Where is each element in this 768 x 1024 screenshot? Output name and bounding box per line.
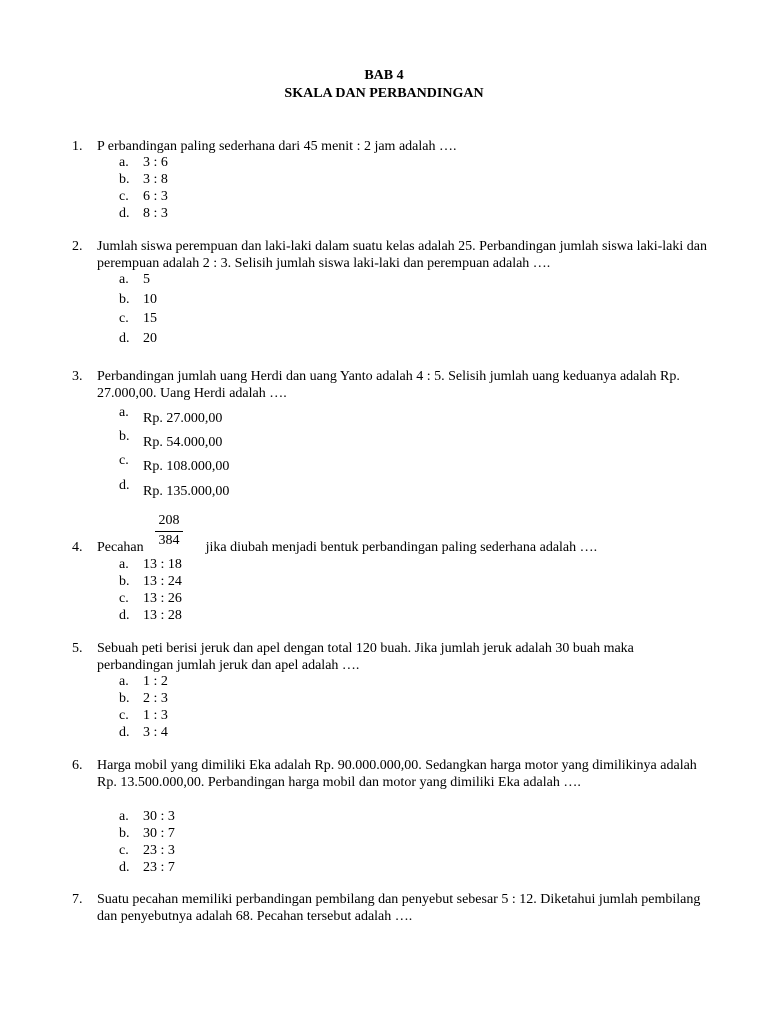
fraction-numerator: 208: [155, 513, 183, 532]
option-6c: c. 23 : 3: [119, 843, 175, 858]
option-6b: b. 30 : 7: [119, 826, 175, 841]
question-text-before: Pecahan: [97, 540, 144, 555]
option-1c: c. 6 : 3: [119, 189, 168, 204]
option-4b: b. 13 : 24: [119, 574, 182, 589]
option-5a: a. 1 : 2: [119, 674, 168, 689]
question-number: 2.: [72, 239, 83, 254]
question-5: [72, 640, 712, 674]
option-4c: c. 13 : 26: [119, 591, 182, 606]
option-2c: c. 15: [119, 311, 157, 326]
question-1: [72, 138, 712, 155]
question-number: 5.: [72, 641, 83, 656]
option-4a: a. 13 : 18: [119, 557, 182, 572]
chapter-heading: BAB 4: [364, 68, 404, 83]
question-2: [72, 238, 712, 272]
question-number: 4.: [72, 540, 83, 555]
question-text: Harga mobil yang dimiliki Eka adalah Rp. 90.000.000,00. Sedangkan harga motor yang dimilikinya adalah Rp. 13.500.000,00. Perbandingan harga mobil dan motor yang dimiliki Eka adalah ….: [97, 758, 697, 790]
option-4d: d. 13 : 28: [119, 608, 182, 623]
option-6a: a. 30 : 3: [119, 809, 175, 824]
option-5c: c. 1 : 3: [119, 708, 168, 723]
option-3b: b. Rp. 54.000,00: [119, 429, 223, 450]
page-title: SKALA DAN PERBANDINGAN: [284, 86, 484, 101]
option-2a: a. 5: [119, 272, 150, 287]
question-3: [72, 368, 712, 402]
option-3c: c. Rp. 108.000,00: [119, 453, 230, 474]
question-7: [72, 891, 712, 925]
question-4: [72, 539, 712, 556]
question-text: Perbandingan jumlah uang Herdi dan uang Yanto adalah 4 : 5. Selisih jumlah uang keduanya adalah Rp. 27.000,00. Uang Herdi adalah ….: [97, 369, 680, 401]
question-text: Sebuah peti berisi jeruk dan apel dengan total 120 buah. Jika jumlah jeruk adalah 30 buah maka perbandingan jumlah jeruk dan apel adalah ….: [97, 641, 634, 673]
option-2d: d. 20: [119, 331, 157, 346]
option-5d: d. 3 : 4: [119, 725, 168, 740]
question-text: Jumlah siswa perempuan dan laki-laki dalam suatu kelas adalah 25. Perbandingan jumlah siswa laki-laki dan perempuan adalah 2 : 3. Selisih jumlah siswa laki-laki dan perempuan adalah ….: [97, 239, 707, 271]
question-6: [72, 757, 712, 791]
fraction-denominator: 384: [158, 533, 180, 548]
option-3d: d. Rp. 135.000,00: [119, 478, 230, 499]
option-5b: b. 2 : 3: [119, 691, 168, 706]
question-number: 3.: [72, 369, 83, 384]
option-1a: a. 3 : 6: [119, 155, 168, 170]
option-2b: b. 10: [119, 292, 157, 307]
option-1b: b. 3 : 8: [119, 172, 168, 187]
question-number: 7.: [72, 892, 83, 907]
question-text: Suatu pecahan memiliki perbandingan pembilang dan penyebut sebesar 5 : 12. Diketahui jumlah pembilang dan penyebutnya adalah 68. Pecahan tersebut adalah ….: [97, 892, 701, 924]
option-6d: d. 23 : 7: [119, 860, 175, 875]
question-number: 1.: [72, 139, 83, 154]
option-3a: a. Rp. 27.000,00: [119, 405, 223, 426]
question-number: 6.: [72, 758, 83, 773]
question-text: P erbandingan paling sederhana dari 45 menit : 2 jam adalah ….: [97, 139, 457, 154]
option-1d: d. 8 : 3: [119, 206, 168, 221]
question-text-after: jika diubah menjadi bentuk perbandingan paling sederhana adalah ….: [205, 540, 598, 555]
